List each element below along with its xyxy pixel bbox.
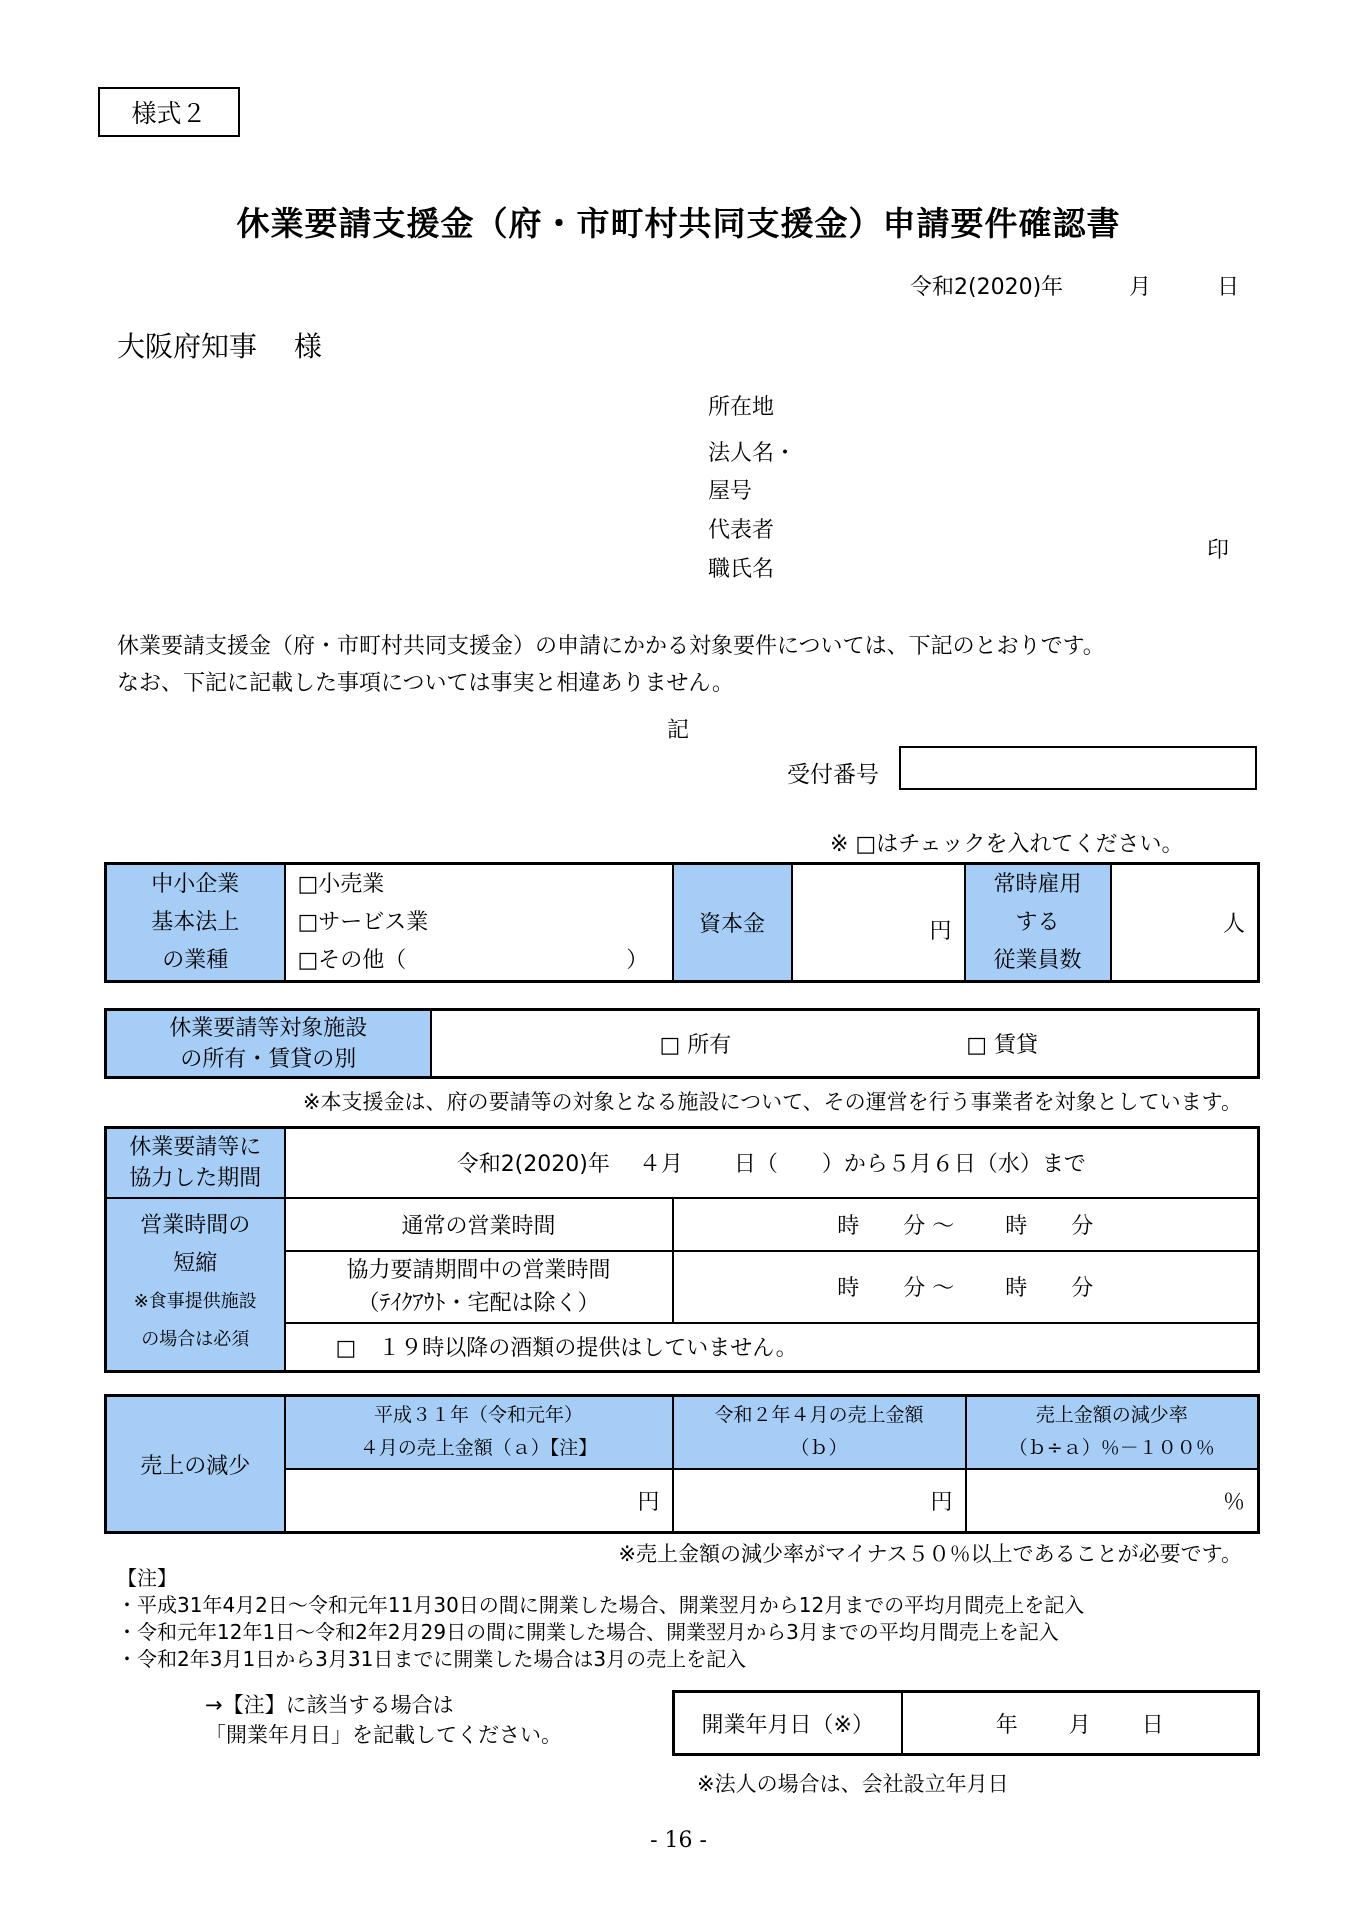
page-title: 休業要請支援金（府・市町村共同支援金）申請要件確認書 — [236, 204, 1121, 243]
check-note: ※ □はチェックを入れてください。 — [830, 832, 1184, 857]
sales-b-unit: 円 — [930, 1489, 953, 1515]
capital-unit: 円 — [929, 919, 952, 944]
arrow-note: →【注】に該当する場合は 「開業年月日」を記載してください。 — [205, 1693, 562, 1747]
request-hours-value[interactable]: 時 分 ～ 時 分 — [673, 1251, 1259, 1323]
capital-field[interactable] — [792, 864, 965, 982]
sales-a-field[interactable] — [285, 1469, 673, 1533]
period-header: 休業要請等に 協力した期間 — [106, 1128, 285, 1198]
leased-checkbox[interactable]: □ 賃貸 — [966, 1033, 1039, 1058]
hours-header: 営業時間の 短縮 ※食事提供施設 の場合は必須 — [106, 1198, 285, 1372]
date-line: 令和2(2020)年 月 日 — [910, 275, 1240, 300]
option-other[interactable]: □その他（ ） — [297, 947, 649, 973]
employees-header: 常時雇用 する 従業員数 — [965, 864, 1111, 982]
addressee: 大阪府知事 様 — [117, 330, 322, 363]
rep-label-1: 代表者 — [708, 518, 775, 543]
sales-c-unit: ％ — [1222, 1489, 1245, 1515]
intro-line-1: 休業要請支援金（府・市町村共同支援金）の申請にかかる対象要件については、下記のとおりです。 — [117, 634, 1105, 659]
opening-date-table — [672, 1690, 1260, 1756]
corp-note: ※法人の場合は、会社設立年月日 — [697, 1772, 1009, 1796]
employees-unit: 人 — [1222, 912, 1245, 937]
business-type-header: 中小企業 基本法上 の業種 — [106, 864, 285, 982]
seal-mark: 印 — [1207, 538, 1230, 563]
notes-item: ・令和元年12年1日～令和2年2月29日の間に開業した場合、開業翌月から3月までの平均月間売上を記入 — [117, 1620, 1059, 1644]
business-type-options — [285, 864, 673, 982]
sales-c-field[interactable] — [966, 1469, 1259, 1533]
ownership-table — [104, 1008, 1260, 1079]
request-hours-label: 協力要請期間中の営業時間 （ﾃｲｸｱｳﾄ・宅配は除く） — [285, 1251, 673, 1323]
notes-item: ・平成31年4月2日～令和元年11月30日の間に開業した場合、開業翌月から12月までの平均月間売上を記入 — [117, 1593, 1085, 1617]
sales-table — [104, 1394, 1260, 1534]
notes-item: ・令和2年3月1日から3月31日までに開業した場合は3月の売上を記入 — [117, 1647, 747, 1671]
receipt-number-field[interactable] — [899, 746, 1257, 790]
alcohol-checkbox[interactable]: □ １９時以降の酒類の提供はしていません。 — [285, 1323, 1259, 1372]
opening-date-field[interactable]: 年 月 日 — [902, 1692, 1259, 1755]
period-value[interactable]: 令和2(2020)年 ４月 日（ ）から５月６日（水）まで — [285, 1128, 1259, 1198]
receipt-label: 受付番号 — [787, 762, 879, 788]
name-label-2: 屋号 — [708, 479, 753, 504]
sales-col-c-header: 売上金額の減少率 （ｂ÷ａ）％－１００％ — [966, 1396, 1259, 1469]
notes-heading: 【注】 — [117, 1566, 177, 1590]
business-table — [104, 862, 1260, 983]
page-number: - 16 - — [650, 1828, 707, 1853]
normal-hours-label: 通常の営業時間 — [285, 1198, 673, 1251]
intro-line-2: なお、下記に記載した事項については事実と相違ありません。 — [117, 671, 734, 696]
ownership-note: ※本支援金は、府の要請等の対象となる施設について、その運営を行う事業者を対象としています。 — [302, 1090, 1242, 1114]
opening-date-label: 開業年月日（※） — [674, 1692, 902, 1755]
sales-a-unit: 円 — [637, 1489, 660, 1515]
sales-header: 売上の減少 — [106, 1396, 285, 1533]
rep-label-2: 職氏名 — [708, 557, 775, 582]
option-retail[interactable]: □小売業 — [297, 871, 385, 897]
period-hours-table — [104, 1126, 1260, 1373]
capital-header: 資本金 — [673, 864, 792, 982]
sales-b-field[interactable] — [673, 1469, 966, 1533]
ki-label: 記 — [667, 718, 690, 743]
ownership-options — [431, 1010, 1259, 1078]
option-service[interactable]: □サービス業 — [297, 909, 429, 935]
sales-note: ※売上金額の減少率がマイナス５０％以上であることが必要です。 — [618, 1542, 1242, 1566]
sales-col-a-header: 平成３１年（令和元年） ４月の売上金額（ａ）【注】 — [285, 1396, 673, 1469]
owned-checkbox[interactable]: □ 所有 — [659, 1033, 732, 1058]
form-id-box — [98, 87, 240, 137]
employees-field[interactable] — [1111, 864, 1259, 982]
name-label-1: 法人名・ — [708, 441, 797, 466]
notes-section — [117, 1565, 1084, 1673]
form-id: 様式２ — [131, 99, 207, 128]
normal-hours-value[interactable]: 時 分 ～ 時 分 — [673, 1198, 1259, 1251]
ownership-header: 休業要請等対象施設 の所有・賃貸の別 — [106, 1010, 431, 1078]
intro-text — [117, 628, 1105, 702]
sales-col-b-header: 令和２年４月の売上金額 （ｂ） — [673, 1396, 966, 1469]
address-label: 所在地 — [708, 395, 775, 420]
